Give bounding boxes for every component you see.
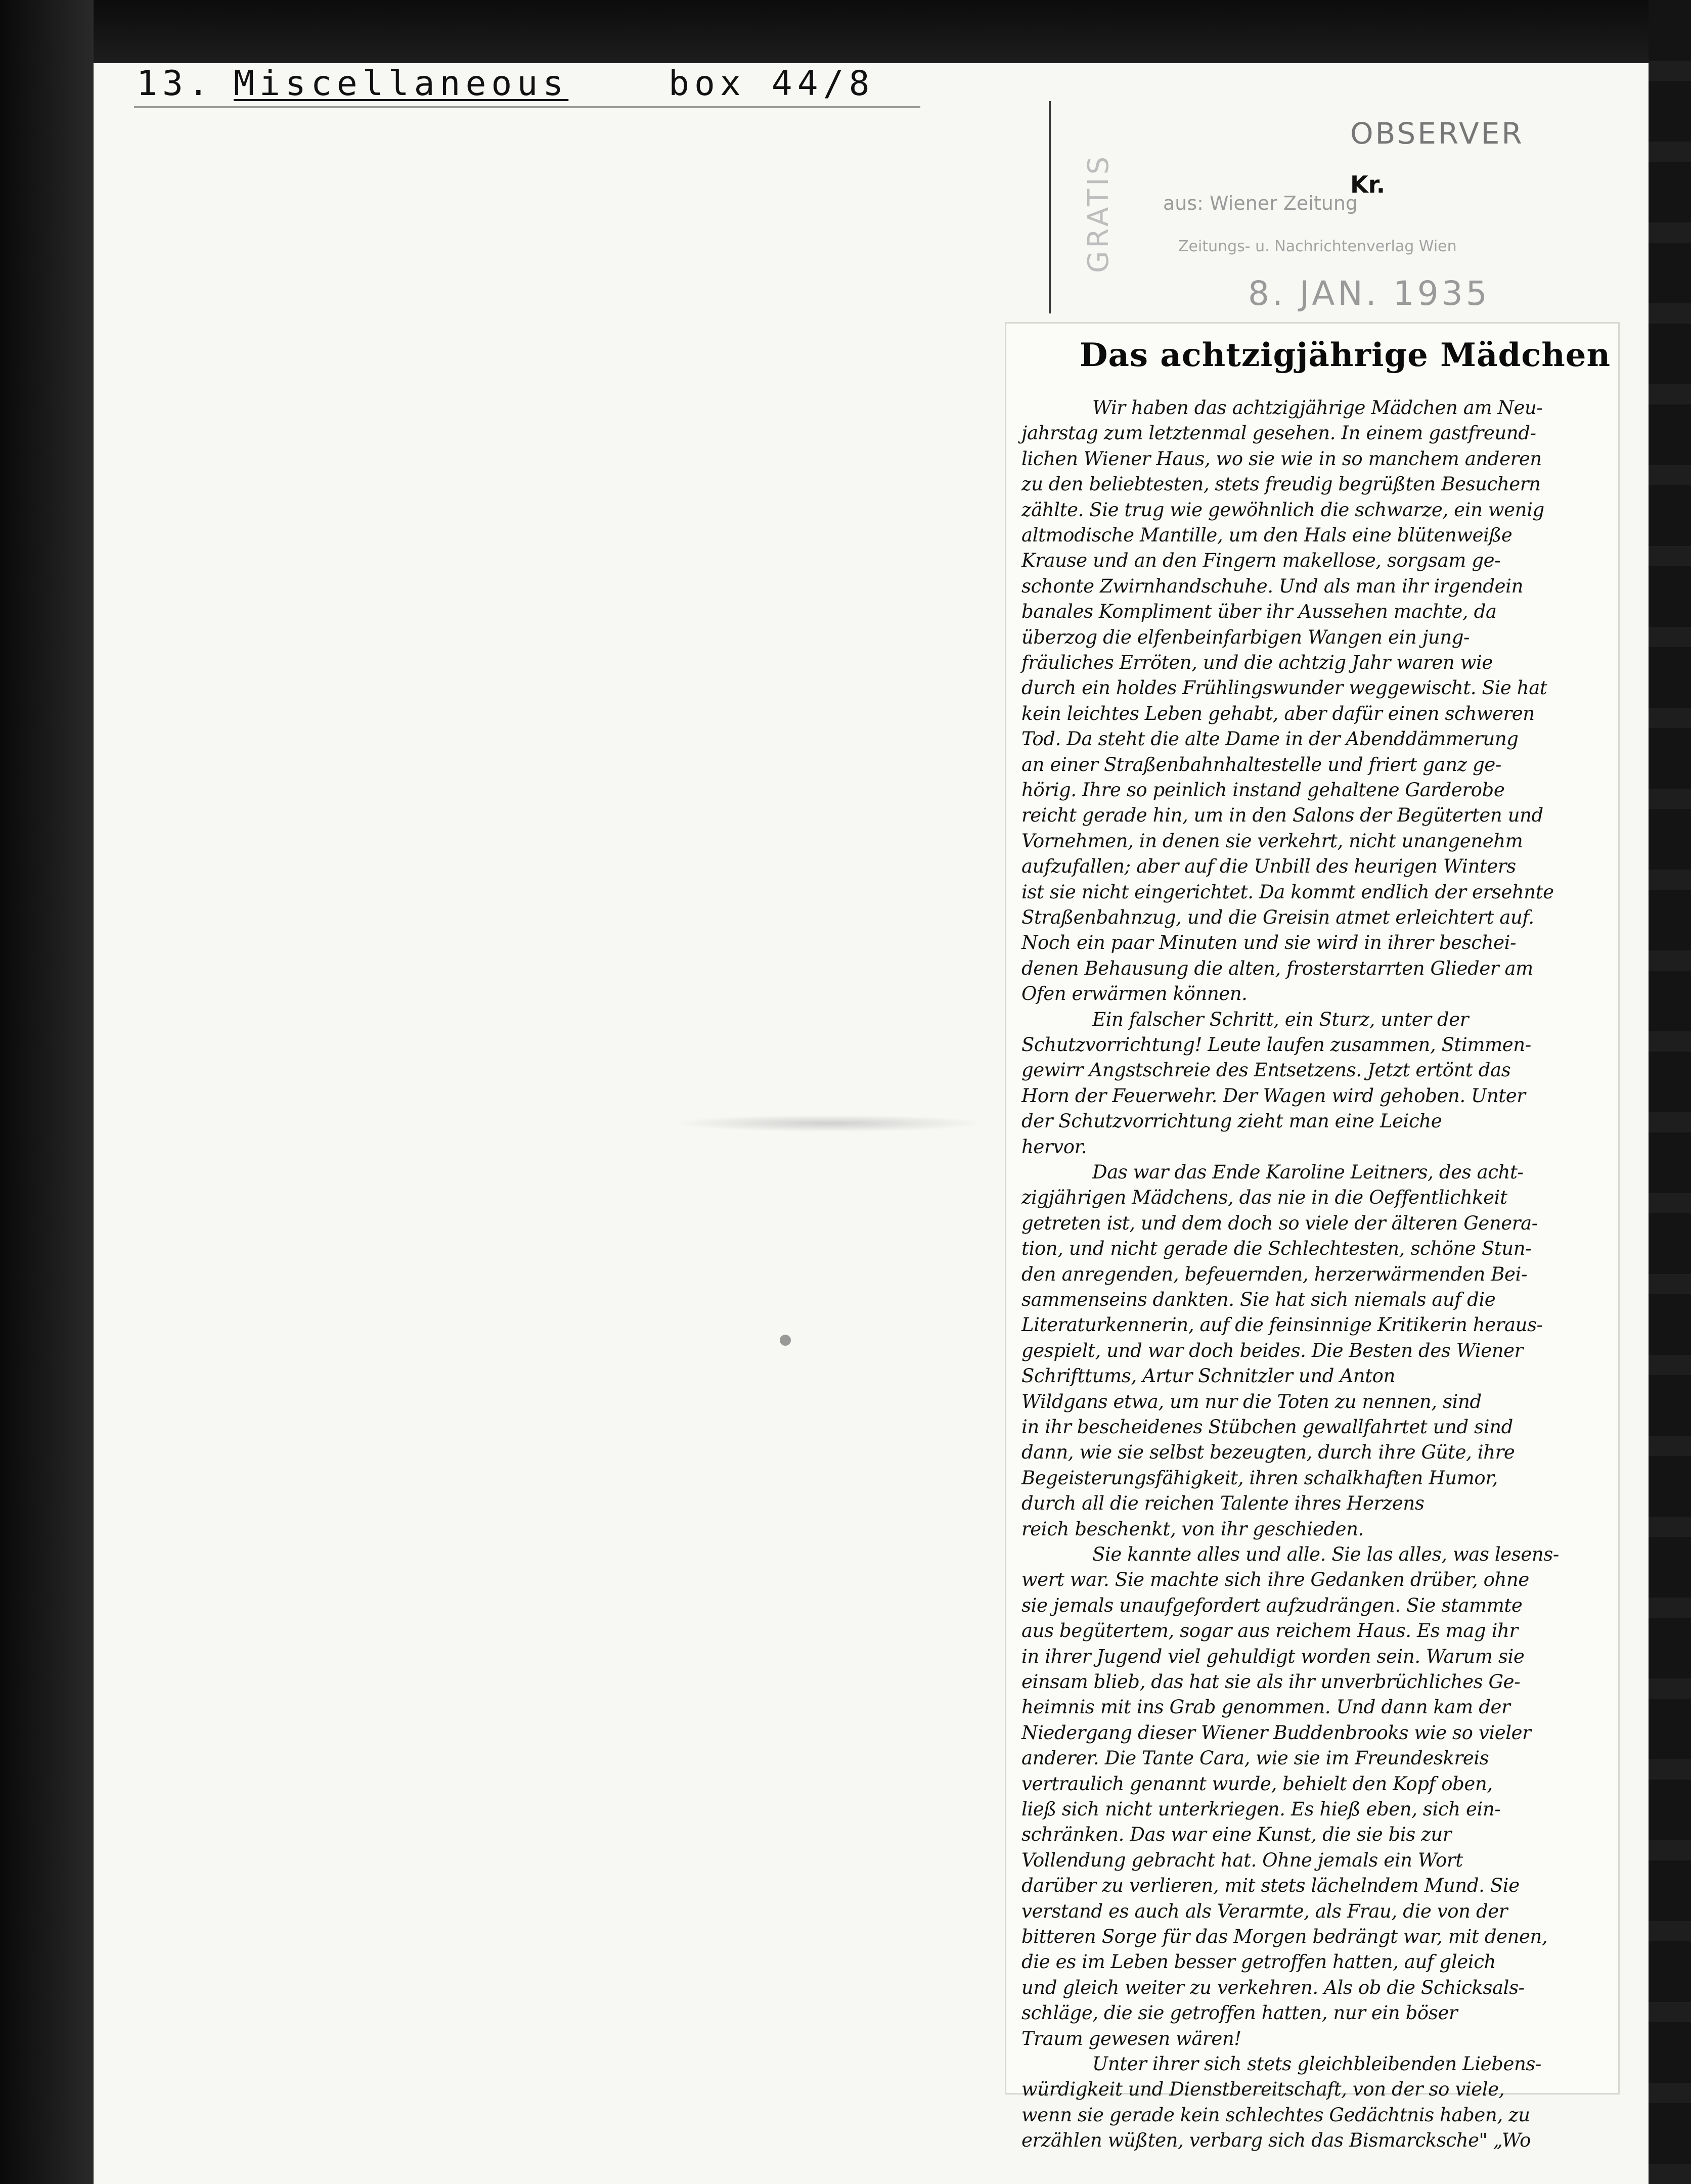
article-line: an einer Straßenbahnhaltestelle und friert ganz ge- xyxy=(1021,754,1501,776)
article-line: banales Kompliment über ihr Aussehen machte, da xyxy=(1021,601,1497,622)
article-line: darüber zu verlieren, mit stets lächelndem Mund. Sie xyxy=(1021,1875,1520,1896)
article-line: schränken. Das war eine Kunst, die sie bis zur xyxy=(1021,1824,1452,1845)
header-rule xyxy=(134,106,920,108)
article-line: kein leichtes Leben gehabt, aber dafür einen schweren xyxy=(1021,703,1535,724)
article-line: fräuliches Erröten, und die achtzig Jahr waren wie xyxy=(1021,652,1493,673)
article-line: Literaturkennerin, auf die feinsinnige Kritikerin heraus- xyxy=(1021,1314,1543,1336)
article-line: aus begütertem, sogar aus reichem Haus. Es mag ihr xyxy=(1021,1620,1518,1642)
article-line: bitteren Sorge für das Morgen bedrängt war, mit denen, xyxy=(1021,1926,1548,1947)
article-line: gespielt, und war doch beides. Die Besten des Wiener xyxy=(1021,1340,1523,1361)
scan-border-top xyxy=(0,0,1691,63)
article-line: Unter ihrer sich stets gleichbleibenden Liebens- xyxy=(1092,2053,1542,2075)
article-line: Tod. Da steht die alte Dame in der Abenddämmerung xyxy=(1021,728,1519,750)
stamp-date: 8. JAN. 1935 xyxy=(1248,274,1490,313)
article-line: heimnis mit ins Grab genommen. Und dann kam der xyxy=(1021,1696,1510,1718)
article-line: Schutzvorrichtung! Leute laufen zusammen, Stimmen- xyxy=(1021,1034,1531,1056)
article-line: wert war. Sie machte sich ihre Gedanken drüber, ohne xyxy=(1021,1569,1529,1590)
article-line: zu den beliebtesten, stets freudig begrüßten Besuchern xyxy=(1021,473,1541,495)
clipping-stamp xyxy=(1067,116,1522,329)
folder-category: Miscellaneous xyxy=(234,64,569,104)
article-line: die es im Leben besser getroffen hatten, auf gleich xyxy=(1021,1951,1496,1973)
article-line: sammenseins dankten. Sie hat sich niemals auf die xyxy=(1021,1289,1496,1310)
article-line: einsam blieb, das hat sie als ihr unverbrüchliches Ge- xyxy=(1021,1671,1521,1693)
scan-spot xyxy=(780,1335,791,1346)
article-line: sie jemals unaufgefordert aufzudrängen. Sie stammte xyxy=(1021,1595,1523,1616)
article-line: hörig. Ihre so peinlich instand gehaltene Garderobe xyxy=(1021,779,1505,801)
article-line: würdigkeit und Dienstbereitschaft, von der so viele, xyxy=(1021,2078,1505,2100)
article-line: schläge, die sie getroffen hatten, nur ein böser xyxy=(1021,2002,1458,2024)
article-line: Straßenbahnzug, und die Greisin atmet erleichtert auf. xyxy=(1021,906,1534,928)
stamp-source: aus: Wiener Zeitung xyxy=(1163,192,1358,214)
article-line: reich beschenkt, von ihr geschieden. xyxy=(1021,1518,1364,1540)
article-line: Niedergang dieser Wiener Buddenbrooks wie so vieler xyxy=(1021,1722,1531,1744)
article-line: gewirr Angstschreie des Entsetzens. Jetzt ertönt das xyxy=(1021,1059,1511,1081)
article-line: durch all die reichen Talente ihres Herzens xyxy=(1021,1492,1425,1514)
article-line: verstand es auch als Verarmte, als Frau, die von der xyxy=(1021,1900,1508,1922)
stamp-publisher: Zeitungs- u. Nachrichtenverlag Wien xyxy=(1178,238,1457,255)
article-line: altmodische Mantille, um den Hals eine blütenweiße xyxy=(1021,524,1512,546)
article-title: Das achtzigjährige Mädchen xyxy=(1080,336,1611,374)
article-line: vertraulich genannt wurde, behielt den Kopf oben, xyxy=(1021,1773,1493,1795)
scan-smudge xyxy=(673,1115,986,1132)
scan-border-right xyxy=(1649,0,1691,2184)
article-line: erzählen wüßten, verbarg sich das Bismarcksche" „Wo xyxy=(1021,2129,1531,2151)
article-line: reicht gerade hin, um in den Salons der Begüterten und xyxy=(1021,804,1543,826)
article-line: tion, und nicht gerade die Schlechtesten, schöne Stun- xyxy=(1021,1238,1532,1259)
box-label: box 44/8 xyxy=(669,64,875,104)
article-line: Vornehmen, in denen sie verkehrt, nicht unangenehm xyxy=(1021,830,1523,852)
article-line: und gleich weiter zu verkehren. Als ob die Schicksals- xyxy=(1021,1977,1525,1998)
column-divider xyxy=(1049,101,1051,313)
scan-border-left xyxy=(0,0,94,2184)
article-line: Horn der Feuerwehr. Der Wagen wird gehoben. Unter xyxy=(1021,1085,1526,1107)
article-line: Ein falscher Schritt, ein Sturz, unter der xyxy=(1092,1009,1469,1030)
article-line: überzog die elfenbeinfarbigen Wangen ein jung- xyxy=(1021,626,1470,648)
article-line: Vollendung gebracht hat. Ohne jemals ein Wort xyxy=(1021,1849,1463,1871)
article-line: Traum gewesen wären! xyxy=(1021,2028,1241,2050)
article-line: Begeisterungsfähigkeit, ihren schalkhaften Humor, xyxy=(1021,1467,1498,1489)
article-line: Wir haben das achtzigjährige Mädchen am Neu- xyxy=(1092,397,1543,419)
article-line: lichen Wiener Haus, wo sie wie in so manchem anderen xyxy=(1021,448,1542,470)
article-line: wenn sie gerade kein schlechtes Gedächtnis haben, zu xyxy=(1021,2104,1530,2126)
article-line: denen Behausung die alten, frosterstarrten Glieder am xyxy=(1021,958,1533,979)
folder-number: 13. xyxy=(137,64,214,104)
article-line: hervor. xyxy=(1021,1136,1087,1158)
article-line: Das war das Ende Karoline Leitners, des acht- xyxy=(1092,1161,1524,1183)
article-line: zählte. Sie trug wie gewöhnlich die schwarze, ein wenig xyxy=(1021,499,1544,521)
article-line: Wildgans etwa, um nur die Toten zu nennen, sind xyxy=(1021,1391,1482,1413)
article-line: in ihrer Jugend viel gehuldigt worden sein. Warum sie xyxy=(1021,1646,1525,1667)
article-line: anderer. Die Tante Cara, wie sie im Freundeskreis xyxy=(1021,1747,1489,1769)
article-line: dann, wie sie selbst bezeugten, durch ihre Güte, ihre xyxy=(1021,1441,1515,1463)
article-line: der Schutzvorrichtung zieht man eine Leiche xyxy=(1021,1110,1442,1132)
article-line: in ihr bescheidenes Stübchen gewallfahrtet und sind xyxy=(1021,1416,1513,1438)
stamp-gratis: GRATIS xyxy=(1082,153,1115,273)
article-line: schonte Zwirnhandschuhe. Und als man ihr irgendein xyxy=(1021,575,1524,597)
article-line: jahrstag zum letztenmal gesehen. In einem gastfreund- xyxy=(1021,422,1536,444)
article-line: Krause und an den Fingern makellose, sorgsam ge- xyxy=(1021,550,1501,571)
stamp-mark: Kr. xyxy=(1350,171,1386,198)
article-line: zigjährigen Mädchens, das nie in die Oeffentlichkeit xyxy=(1021,1187,1507,1208)
article-line: aufzufallen; aber auf die Unbill des heurigen Winters xyxy=(1021,855,1516,877)
article-line: durch ein holdes Frühlingswunder weggewischt. Sie hat xyxy=(1021,677,1547,699)
article-line: Noch ein paar Minuten und sie wird in ihrer beschei- xyxy=(1021,932,1517,953)
article-line: den anregenden, befeuernden, herzerwärmenden Bei- xyxy=(1021,1263,1528,1285)
article-line: Schrifttums, Artur Schnitzler und Anton xyxy=(1021,1365,1395,1387)
article-line: Sie kannte alles und alle. Sie las alles, was lesens- xyxy=(1092,1543,1559,1565)
article-line: ließ sich nicht unterkriegen. Es hieß eben, sich ein- xyxy=(1021,1798,1501,1820)
article-line: getreten ist, und dem doch so viele der älteren Genera- xyxy=(1021,1212,1538,1234)
article-line: Ofen erwärmen können. xyxy=(1021,983,1248,1005)
stamp-service-name: OBSERVER xyxy=(1350,116,1524,151)
article-line: ist sie nicht eingerichtet. Da kommt endlich der ersehnte xyxy=(1021,881,1554,903)
